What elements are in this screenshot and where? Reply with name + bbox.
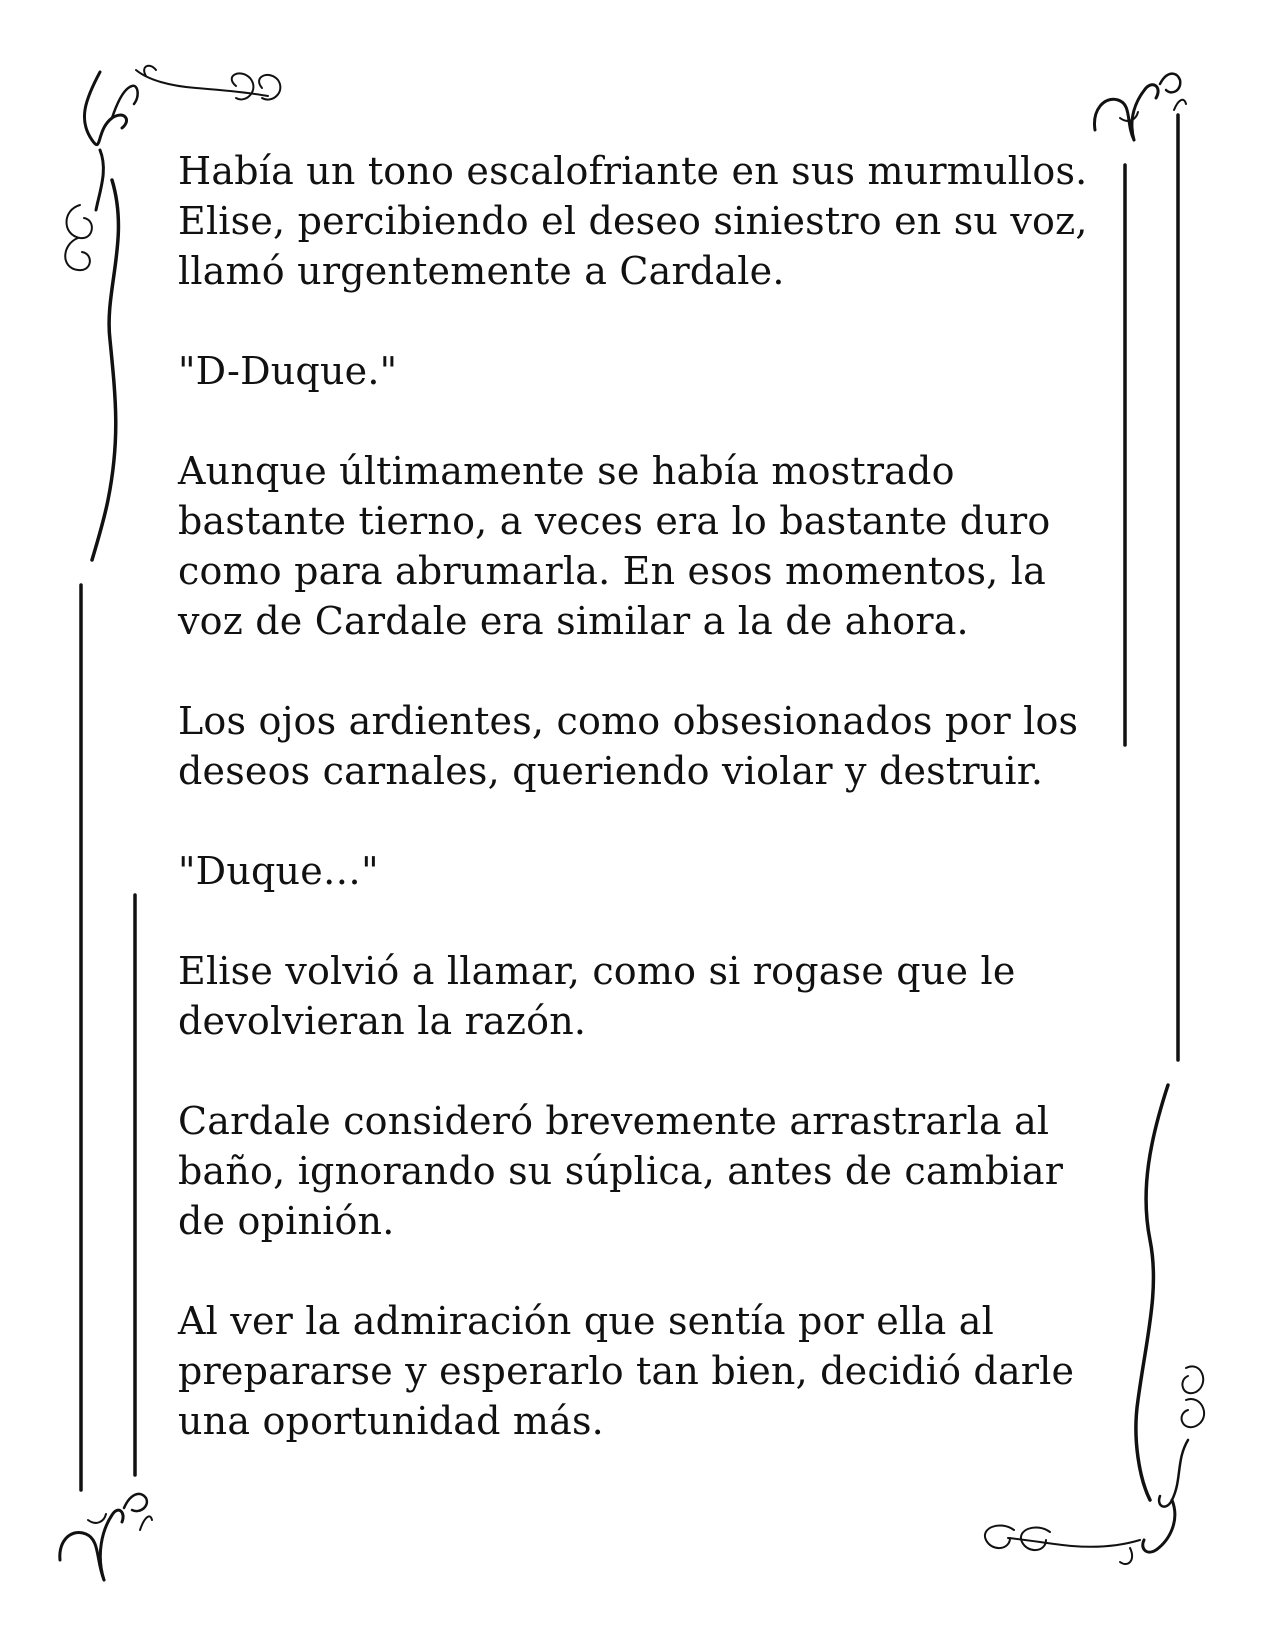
paragraph	[178, 846, 1078, 896]
paragraph	[178, 696, 1078, 796]
top-right-flourish-icon	[1095, 74, 1186, 140]
text-line: deseos carnales, queriendo violar y destruir.	[178, 749, 1044, 793]
text-line: Al ver la admiración que sentía por ella al	[178, 1299, 994, 1343]
paragraph	[178, 146, 1088, 296]
text-line: como para abrumarla. En esos momentos, la	[178, 549, 1046, 593]
text-line: de opinión.	[178, 1199, 395, 1243]
text-line: una oportunidad más.	[178, 1399, 604, 1443]
text-line: "D-Duque."	[178, 349, 398, 393]
text-line: voz de Cardale era similar a la de ahora.	[178, 599, 969, 643]
paragraph	[178, 946, 1078, 1046]
text-line: devolvieran la razón.	[178, 999, 587, 1043]
text-line: bastante tierno, a veces era lo bastante duro	[178, 499, 1051, 543]
text-line: Cardale consideró brevemente arrastrarla al	[178, 1099, 1050, 1143]
text-line: Los ojos ardientes, como obsesionados por los	[178, 699, 1079, 743]
text-line: Aunque últimamente se había mostrado	[178, 449, 955, 493]
text-line: Elise volvió a llamar, como si rogase que le	[178, 949, 1016, 993]
story-text	[178, 146, 1088, 1496]
text-line: Elise, percibiendo el deseo siniestro en su voz,	[178, 199, 1088, 243]
text-line: Había un tono escalofriante en sus murmullos.	[178, 149, 1088, 193]
text-line: "Duque…"	[178, 849, 379, 893]
text-line: baño, ignorando su súplica, antes de cambiar	[178, 1149, 1064, 1193]
paragraph	[178, 1096, 1078, 1246]
paragraph	[178, 1296, 1078, 1446]
text-line: prepararse y esperarlo tan bien, decidió darle	[178, 1349, 1075, 1393]
paragraph	[178, 346, 1078, 396]
text-line: llamó urgentemente a Cardale.	[178, 249, 785, 293]
bottom-left-flourish-icon	[60, 1494, 152, 1580]
paragraph	[178, 446, 1078, 646]
